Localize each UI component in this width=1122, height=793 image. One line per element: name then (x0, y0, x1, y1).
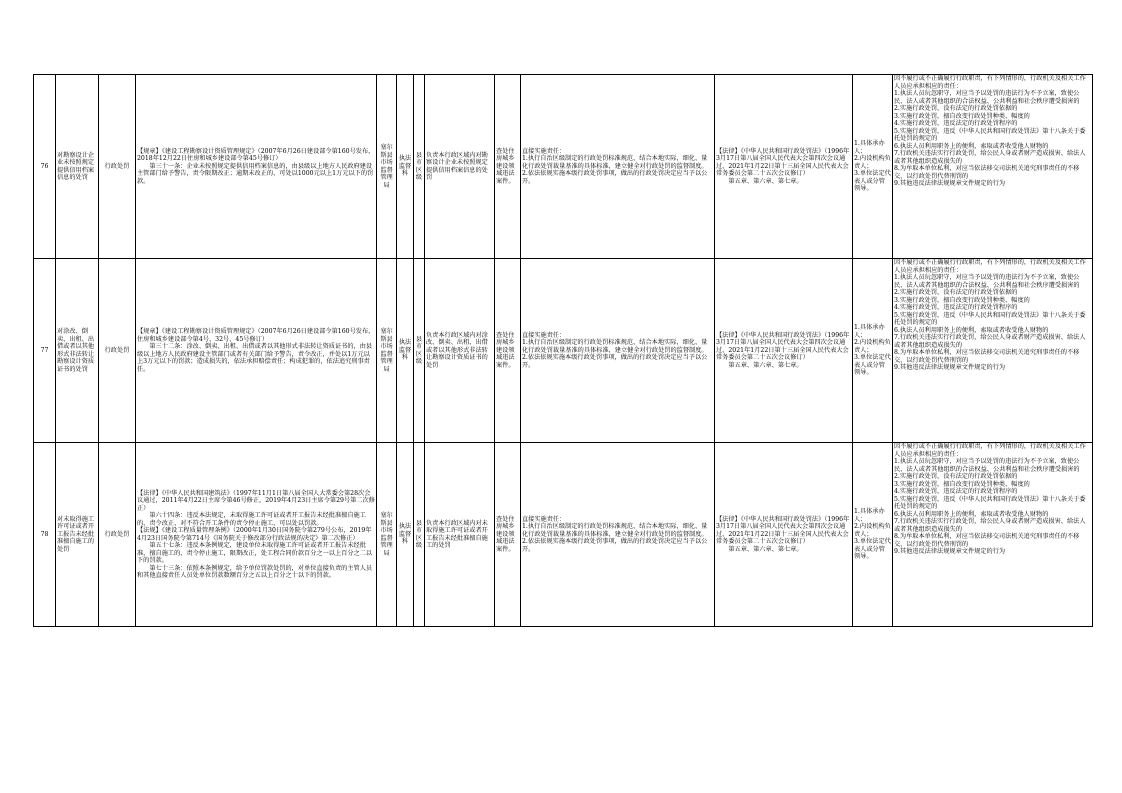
duty-office: 执法监督科 (397, 443, 414, 627)
accountability: 因不履行或不正确履行行政职责，有下列情形的，行政机关及相关工作人员应承担相应的责任： 1.执法人员玩忽职守，对应当予以处罚的违法行为不予立案，致使公民、法人或者其他组织的合法权益、公共利益和社会秩序遭受损害的 2.实施行政处罚，没有法定的行政处罚依据的 3.实施行政处罚，擅自改变行政处罚种类、幅度的 4.实施行政处罚，违反法定的行政处罚程序的 5.实施行政处罚，违反《中华人民共和国行政处罚法》第十八条关于委托处罚的规定的 6.执法人员利用职务上的便利，索取或者收受他人财物的 7.行政机关违法实行行政处罚，给公民人身或者财产造成损害、给法人或者其他组织造成损失的 8.为牟取本单位私利，对应当依法移交司法机关追究刑事责任的不移交，以行政处罚代替刑罚的 9.其他违反法律法规规章文件规定的行为 (893, 443, 1093, 627)
implementation-duty: 直接实施责任： 1.执行自治区级制定的行政处罚标准规范，结合本地实际，细化、量化行政处罚裁量基准的具体标准，建立健全对行政处罚的监督制度。 2.依法依规实施本级行政处罚事项，做出的行政处罚决定应当予以公开。 (521, 259, 715, 443)
responsibility: 查处住房城乡建设领域违法案件。 (495, 75, 521, 259)
accountability: 因不履行或不正确履行行政职责，有下列情形的，行政机关及相关工作人员应承担相应的责任： 1.执法人员玩忽职守，对应当予以处罚的违法行为不予立案，致使公民、法人或者其他组织的合法权益、公共利益和社会秩序遭受损害的 2.实施行政处罚，没有法定的行政处罚依据的 3.实施行政处罚，擅自改变行政处罚种类、幅度的 4.实施行政处罚，违反法定的行政处罚程序的 5.实施行政处罚，违反《中华人民共和国行政处罚法》第十八条关于委托处罚的规定的 6.执法人员利用职务上的便利，索取或者收受他人财物的 7.行政机关违法实行行政处罚，给公民人身或者财产造成损害、给法人或者其他组织造成损失的 8.为牟取本单位私利，对应当依法移交司法机关追究刑事责任的不移交，以行政处罚代替刑罚的 9.其他违反法律法规规章文件规定的行为 (893, 259, 1093, 443)
table-row (34, 443, 1093, 627)
duty-office: 执法监督科 (397, 259, 414, 443)
department: 塞尔斯县市场监督管理局 (377, 75, 397, 259)
accountability: 因不履行或不正确履行行政职责，有下列情形的，行政机关及相关工作人员应承担相应的责任： 1.执法人员玩忽职守，对应当予以处罚的违法行为不予立案，致使公民、法人或者其他组织的合法权益、公共利益和社会秩序遭受损害的 2.实施行政处罚，没有法定的行政处罚依据的 3.实施行政处罚，擅自改变行政处罚种类、幅度的 4.实施行政处罚，违反法定的行政处罚程序的 5.实施行政处罚，违反《中华人民共和国行政处罚法》第十八条关于委托处罚的规定的 6.执法人员利用职务上的便利，索取或者收受他人财物的 7.行政机关违法实行行政处罚，给公民人身或者财产造成损害、给法人或者其他组织造成损失的 8.为牟取本单位私利，对应当依法移交司法机关追究刑事责任的不移交，以行政处罚代替刑罚的 9.其他违反法律法规规章文件规定的行为 (893, 75, 1093, 259)
item-name: 对涂改、倒卖、出租、出借或者以其他形式非法转让勘察设计资质证书的处罚 (56, 259, 99, 443)
duty-office: 执法监督科 (397, 75, 414, 259)
implementation-duty: 直接实施责任： 1.执行自治区级制定的行政处罚标准规范，结合本地实际，细化、量化行政处罚裁量基准的具体标准，建立健全对行政处罚的监督制度。 2.依法依规实施本级行政处罚事项，做出的行政处罚决定应当予以公开。 (521, 443, 715, 627)
item-name: 对勘察设计企业未按照规定提供信用档案信息的处罚 (56, 75, 99, 259)
duty-law-basis: 【法律】《中华人民共和国行政处罚法》（1996年3月17日第八届全国人民代表大会第四次会议通过，2021年1月22日第十三届全国人民代表大会常务委员会第二十五次会议修订） 第五章、第六章、第七章。 (715, 259, 853, 443)
item-name: 对未取得施工许可证或者开工报告未经批准擅自施工的处罚 (56, 443, 99, 627)
legal-basis: 【规章】《建设工程勘察设计资质管理规定》（2007年6月26日建设部令第160号发布，2018年12月22日住房和城乡建设部令第45号修订） 第三十一条：企业未按照规定提供信用档案信息的，由县级以上地方人民政府建设主管部门给予警告，责令限期改正；逾期未改正的，可处以1000元以上1万元以下的罚款。 (136, 75, 377, 259)
table-row (34, 259, 1093, 443)
responsible-subject: 1.具体承办人； 2.内设机构负责人； 3.单位法定代表人或分管领导。 (853, 259, 893, 443)
duty-scope: 负责本行政区域内对涂改、倒卖、出租、出借或者以其他形式非法转让勘察设计资质证书的处罚 (425, 259, 495, 443)
responsibility: 查处住房城乡建设领域违法案件。 (495, 443, 521, 627)
item-type: 行政处罚 (99, 259, 136, 443)
responsible-subject: 1.具体承办人； 2.内设机构负责人； 3.单位法定代表人或分管领导。 (853, 75, 893, 259)
duty-scope: 负责本行政区域内对未取得施工许可证或者开工报告未经批准擅自施工的处罚 (425, 443, 495, 627)
item-type: 行政处罚 (99, 443, 136, 627)
admin-level: 县市区级 (414, 443, 425, 627)
duty-scope: 负责本行政区域内对勘察设计企业未按照规定提供信用档案信息的处罚 (425, 75, 495, 259)
item-type: 行政处罚 (99, 75, 136, 259)
admin-level: 县市区级 (414, 75, 425, 259)
department: 塞尔斯县市场监督管理局 (377, 443, 397, 627)
power-list-table (33, 74, 1093, 627)
row-number: 76 (34, 75, 56, 259)
duty-law-basis: 【法律】《中华人民共和国行政处罚法》（1996年3月17日第八届全国人民代表大会第四次会议通过，2021年1月22日第十三届全国人民代表大会常务委员会第二十五次会议修订） 第五章、第六章、第七章。 (715, 75, 853, 259)
table-row (34, 75, 1093, 259)
legal-basis: 【法律】《中华人民共和国建筑法》（1997年11月1日第八届全国人大常委会第28次会议通过，2011年4月22日主席令第46号修正，2019年4月23日主席令第29号第二次修正） 第六十四条：违反本法规定，未取得施工许可证或者开工报告未经批准擅自施工的，责令改正，对不符合开工条件的责令停止施工，可以处以罚款。 【法规】《建设工程质量管理条例》（2000年1月30日国务院令第279号公布，2019年4月23日国务院令第714号《国务院关于修改部分行政法规的决定》第二次修正） 第五十七条：违反本条例规定，建设单位未取得施工许可证或者开工报告未经批准，擅自施工的，责令停止施工，限期改正，处工程合同价款百分之一以上百分之二以下的罚款。 第七十三条：依照本条例规定，给予单位罚款处罚的，对单位直接负责的主管人员和其他直接责任人员处单位罚款数额百分之五以上百分之十以下的罚款。 (136, 443, 377, 627)
implementation-duty: 直接实施责任： 1.执行自治区级制定的行政处罚标准规范，结合本地实际，细化、量化行政处罚裁量基准的具体标准，建立健全对行政处罚的监督制度。 2.依法依规实施本级行政处罚事项，做出的行政处罚决定应当予以公开。 (521, 75, 715, 259)
responsible-subject: 1.具体承办人； 2.内设机构负责人； 3.单位法定代表人或分管领导。 (853, 443, 893, 627)
department: 塞尔斯县市场监督管理局 (377, 259, 397, 443)
duty-law-basis: 【法律】《中华人民共和国行政处罚法》（1996年3月17日第八届全国人民代表大会第四次会议通过，2021年1月22日第十三届全国人民代表大会常务委员会第二十五次会议修订） 第五章、第六章、第七章。 (715, 443, 853, 627)
row-number: 78 (34, 443, 56, 627)
row-number: 77 (34, 259, 56, 443)
legal-basis: 【规章】《建设工程勘察设计资质管理规定》（2007年6月26日建设部令第160号发布，住房和城乡建设部令第4号、32号、45号修订） 第三十二条：涂改、倒卖、出租、出借或者以其他形式非法转让资质证书的，由县级以上地方人民政府建设主管部门或者有关部门给予警告，责令改正，并处以1万元以上3万元以下的罚款；造成损失的，依法承担赔偿责任；构成犯罪的，依法追究刑事责任。 (136, 259, 377, 443)
responsibility: 查处住房城乡建设领域违法案件。 (495, 259, 521, 443)
admin-level: 县市区级 (414, 259, 425, 443)
